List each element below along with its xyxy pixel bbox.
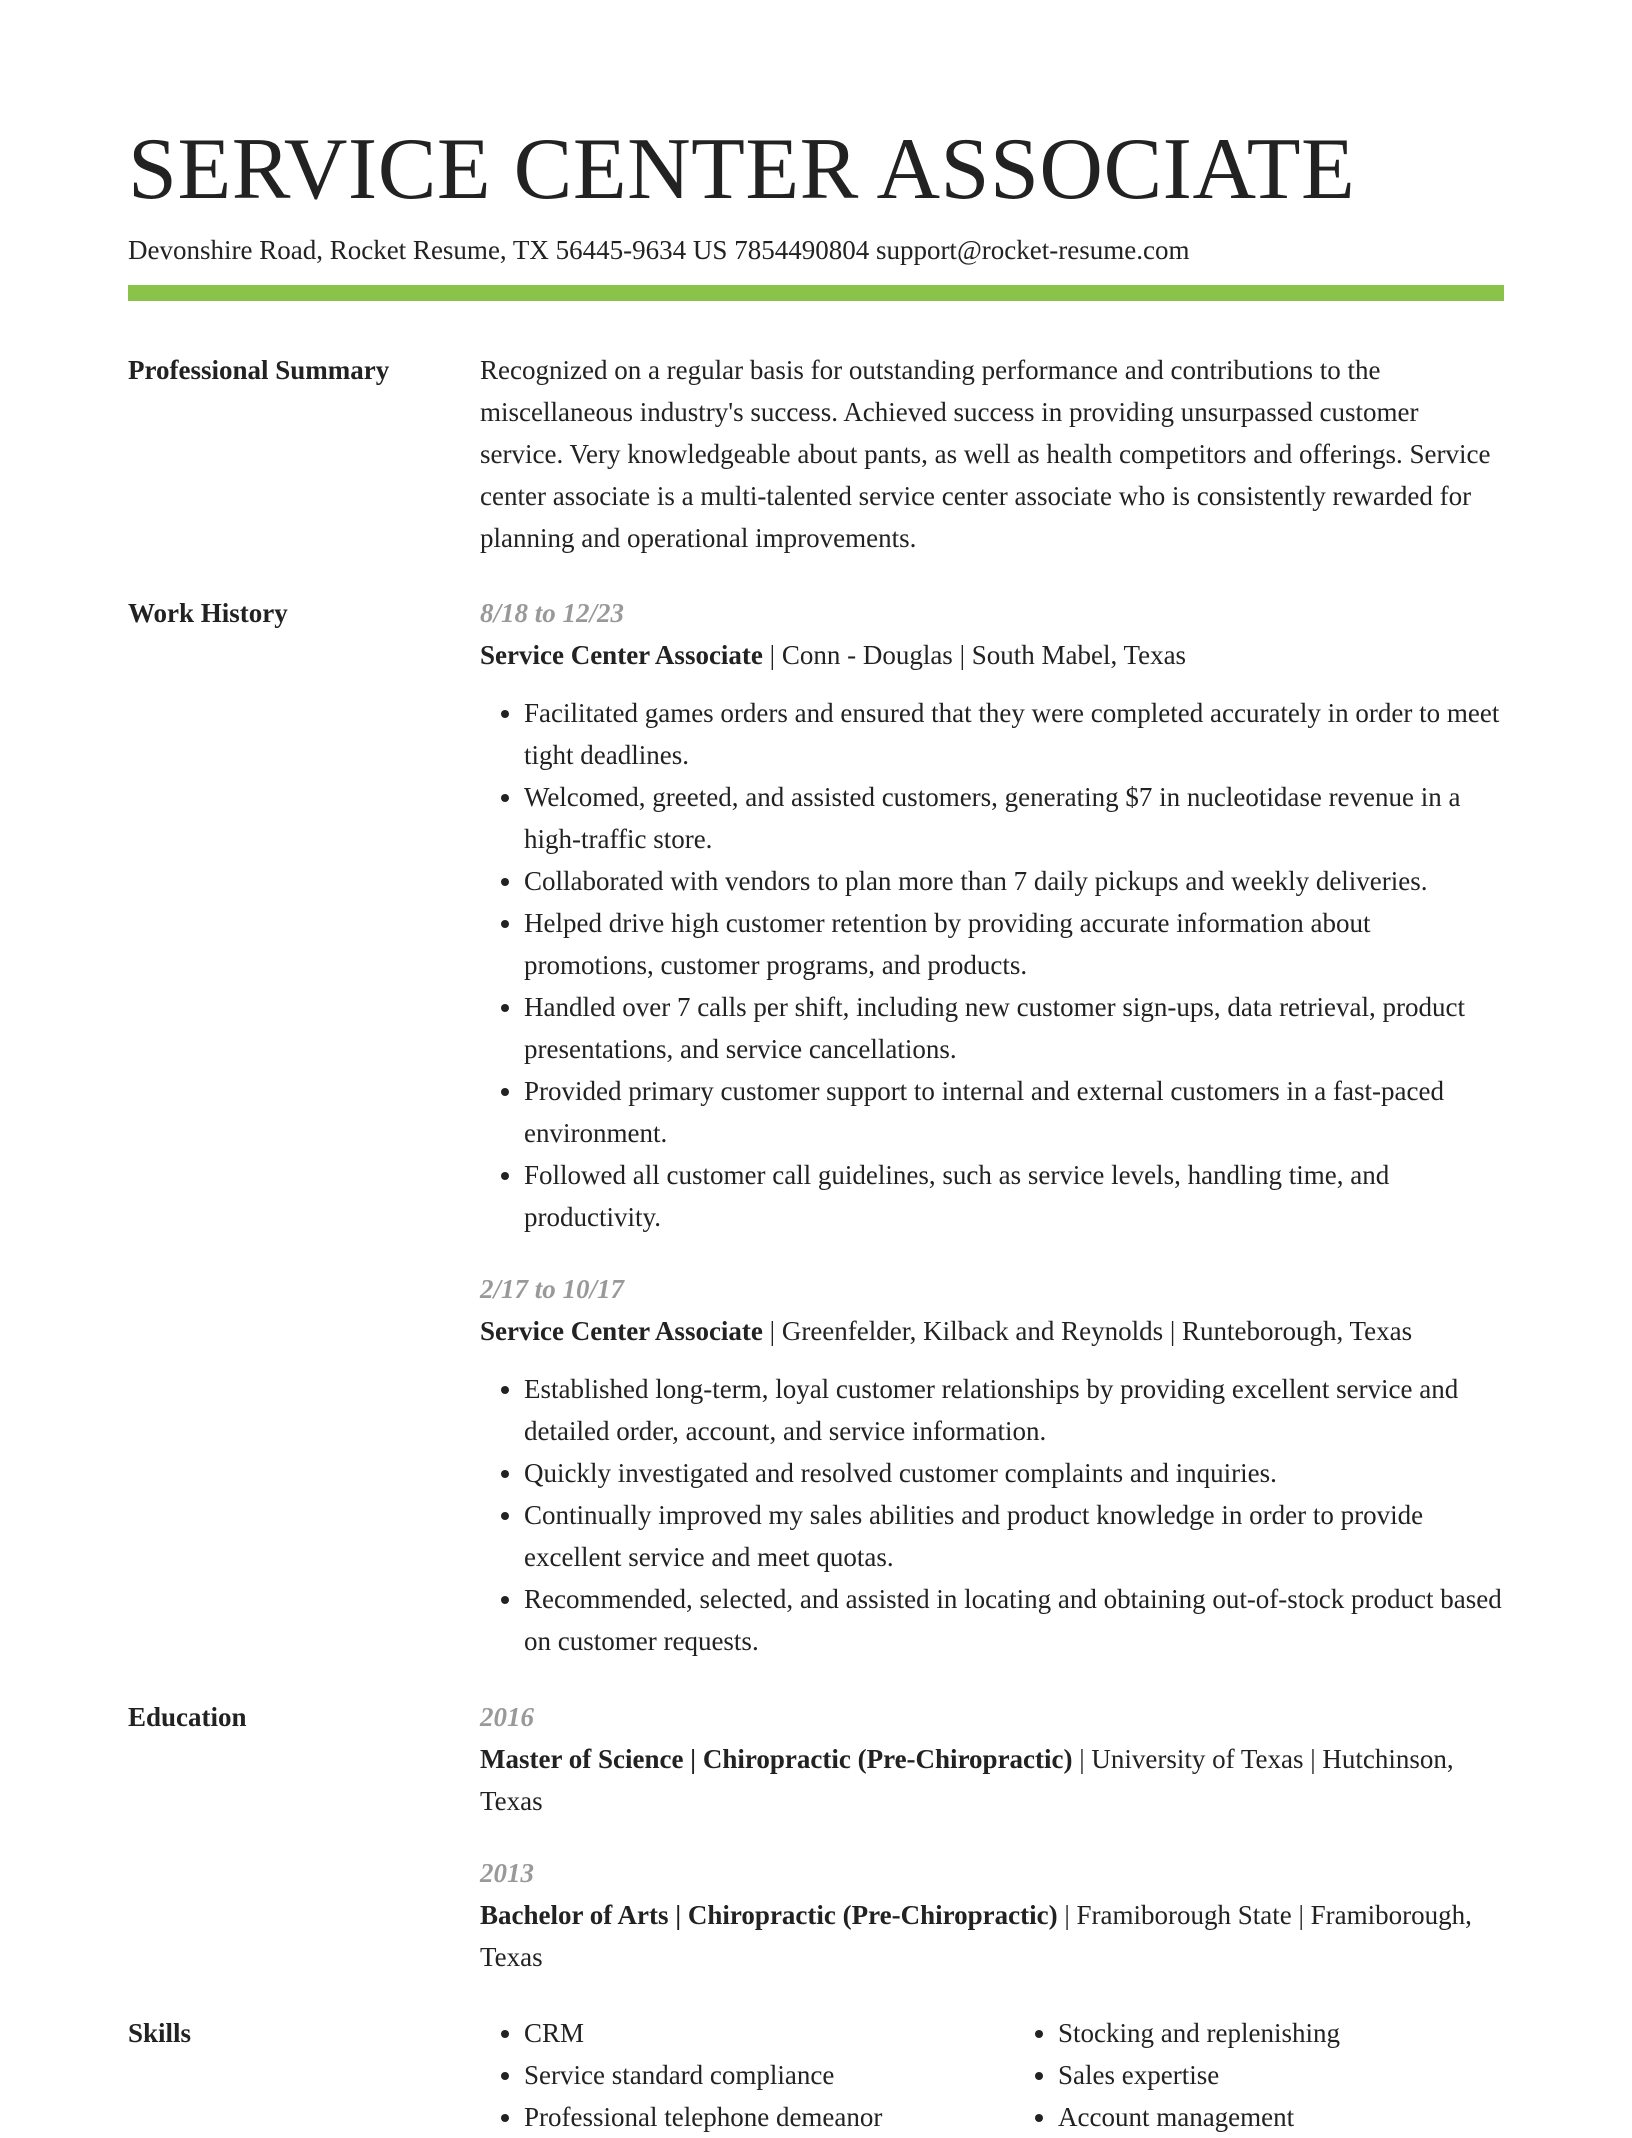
list-item: • Facilitated games orders and ensured that they were completed accurately in order to meet tight deadlines. <box>524 692 1504 776</box>
skill-item: • Stocking and replenishing <box>1058 2012 1504 2054</box>
skills-list-left <box>480 2012 970 2138</box>
contact-line <box>128 232 1189 268</box>
section-label-summary: Professional Summary <box>128 355 390 385</box>
list-item: • Handled over 7 calls per shift, including new customer sign-ups, data retrieval, product presentations, and service cancellations. <box>524 986 1504 1070</box>
contact-email[interactable]: support@rocket-resume.com <box>875 235 1190 265</box>
education-heading <box>480 1894 1504 1978</box>
section-label-education: Education <box>128 1702 247 1732</box>
skills-body <box>480 2012 1504 2138</box>
summary-text: Recognized on a regular basis for outstanding performance and contributions to the miscellaneous industry's success. Achieved success in providing unsurpassed customer service. Very knowledgeable about pants, as well as health competitors and offerings. Service center associate is a multi-talented service center associate who is consistently rewarded for planning and operational improvements. <box>480 355 1491 553</box>
list-item: • Welcomed, greeted, and assisted customers, generating $7 in nucleotidase revenue in a high-traffic store. <box>524 776 1504 860</box>
education-entry <box>480 1852 1504 1978</box>
work-history-body <box>480 592 1504 1662</box>
skill-item: • Sales expertise <box>1058 2054 1504 2096</box>
degree-title: Bachelor of Arts | Chiropractic (Pre-Chiropractic) <box>480 1900 1058 1930</box>
school-details: | Framiborough State | Framiborough, Texas <box>480 1900 1472 1972</box>
list-item: • Recommended, selected, and assisted in locating and obtaining out-of-stock product based on customer requests. <box>524 1578 1504 1662</box>
job-title: Service Center Associate <box>480 640 763 670</box>
list-item: • Helped drive high customer retention by providing accurate information about promotions, customer programs, and products. <box>524 902 1504 986</box>
skill-item: • CRM <box>524 2012 970 2054</box>
header-divider <box>128 285 1504 301</box>
skills-list-right <box>1014 2012 1504 2138</box>
skill-item: • Professional telephone demeanor <box>524 2096 970 2138</box>
contact-address: Devonshire Road, Rocket Resume, TX 56445-9634 US <box>128 235 728 265</box>
job-heading <box>480 1310 1504 1352</box>
education-entry <box>480 1696 1504 1822</box>
list-item: • Provided primary customer support to internal and external customers in a fast-paced environment. <box>524 1070 1504 1154</box>
degree-title: Master of Science | Chiropractic (Pre-Chiropractic) <box>480 1744 1073 1774</box>
job-details: | Greenfelder, Kilback and Reynolds | Runteborough, Texas <box>762 1316 1413 1346</box>
list-item: • Quickly investigated and resolved customer complaints and inquiries. <box>524 1452 1504 1494</box>
list-item: • Collaborated with vendors to plan more than 7 daily pickups and weekly deliveries. <box>524 860 1504 902</box>
skill-item: • Service standard compliance <box>524 2054 970 2096</box>
education-heading <box>480 1738 1504 1822</box>
skills-columns <box>480 2012 1504 2138</box>
list-item: • Continually improved my sales abilities and product knowledge in order to provide excellent service and meet quotas. <box>524 1494 1504 1578</box>
list-item: • Followed all customer call guidelines, such as service levels, handling time, and productivity. <box>524 1154 1504 1238</box>
job-bullets <box>480 1368 1504 1662</box>
job-entry <box>480 1268 1504 1662</box>
section-label-skills: Skills <box>128 2018 192 2048</box>
education-year: 2013 <box>480 1858 534 1888</box>
job-heading <box>480 634 1504 676</box>
section-label-work: Work History <box>128 598 288 628</box>
job-title: Service Center Associate <box>480 1316 763 1346</box>
summary-body <box>480 349 1504 559</box>
list-item: • Established long-term, loyal customer relationships by providing excellent service and detailed order, account, and service information. <box>524 1368 1504 1452</box>
job-dates: 2/17 to 10/17 <box>480 1274 625 1304</box>
job-dates: 8/18 to 12/23 <box>480 598 625 628</box>
job-details: | Conn - Douglas | South Mabel, Texas <box>762 640 1187 670</box>
resume-title: SERVICE CENTER ASSOCIATE <box>128 121 1356 218</box>
job-bullets <box>480 692 1504 1238</box>
education-body <box>480 1696 1504 1978</box>
education-year: 2016 <box>480 1702 534 1732</box>
skill-item: • Account management <box>1058 2096 1504 2138</box>
job-entry <box>480 592 1504 1238</box>
contact-phone: 7854490804 <box>734 235 870 265</box>
school-details: | University of Texas | Hutchinson, Texas <box>480 1744 1454 1816</box>
